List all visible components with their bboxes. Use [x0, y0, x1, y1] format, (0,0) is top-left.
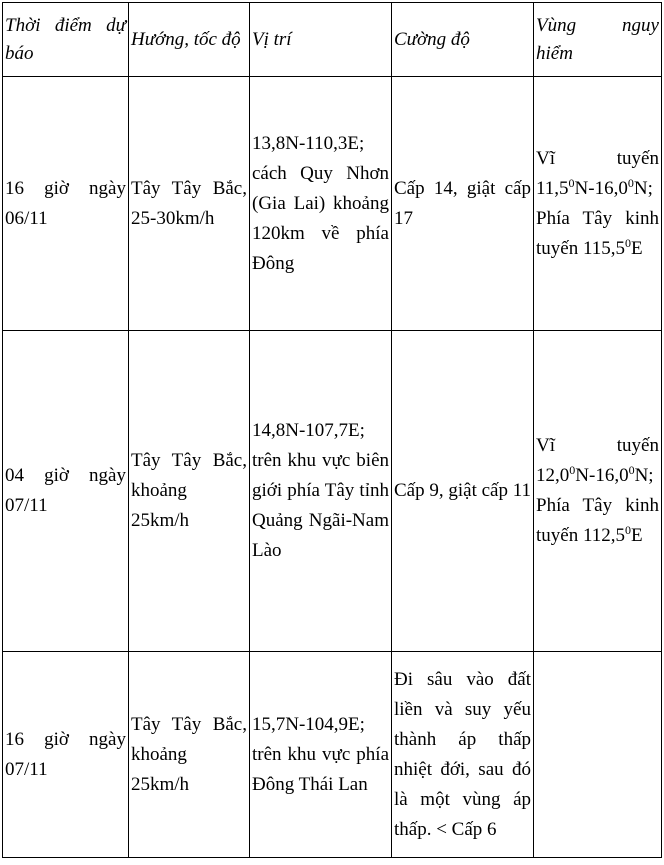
cell-time: 16 giờ ngày 07/11 [3, 652, 129, 858]
cell-position: 14,8N-107,7E; trên khu vực biên giới phía Tây tỉnh Quảng Ngãi-Nam Lào [250, 331, 392, 652]
forecast-table [2, 2, 662, 858]
cell-intensity: Cấp 14, giật cấp 17 [392, 77, 534, 331]
cell-position: 13,8N-110,3E; cách Quy Nhơn (Gia Lai) khoảng 120km về phía Đông [250, 77, 392, 331]
header-row [3, 3, 662, 77]
cell-intensity: Đi sâu vào đất liền và suy yếu thành áp thấp nhiệt đới, sau đó là một vùng áp thấp. < Cấp 6 [392, 652, 534, 858]
header-position: Vị trí [250, 3, 392, 77]
cell-direction: Tây Tây Bắc, 25-30km/h [129, 77, 250, 331]
table-row [3, 652, 662, 858]
table-row [3, 77, 662, 331]
header-direction: Hướng, tốc độ [129, 3, 250, 77]
header-time: Thời điểm dự báo [3, 3, 129, 77]
header-danger-zone: Vùng nguy hiểm [534, 3, 662, 77]
cell-intensity: Cấp 9, giật cấp 11 [392, 331, 534, 652]
cell-danger-zone [534, 652, 662, 858]
cell-position: 15,7N-104,9E; trên khu vực phía Đông Thái Lan [250, 652, 392, 858]
cell-time: 16 giờ ngày 06/11 [3, 77, 129, 331]
cell-direction: Tây Tây Bắc, khoảng 25km/h [129, 652, 250, 858]
header-intensity: Cường độ [392, 3, 534, 77]
cell-time: 04 giờ ngày 07/11 [3, 331, 129, 652]
cell-danger-zone: Vĩ tuyến 11,5$^0$N-16,0$^0$N; Phía Tây kinh tuyến 115,5$^0$E [534, 77, 662, 331]
cell-danger-zone: Vĩ tuyến 12,0$^0$N-16,0$^0$N; Phía Tây kinh tuyến 112,5$^0$E [534, 331, 662, 652]
cell-direction: Tây Tây Bắc, khoảng 25km/h [129, 331, 250, 652]
table-row [3, 331, 662, 652]
